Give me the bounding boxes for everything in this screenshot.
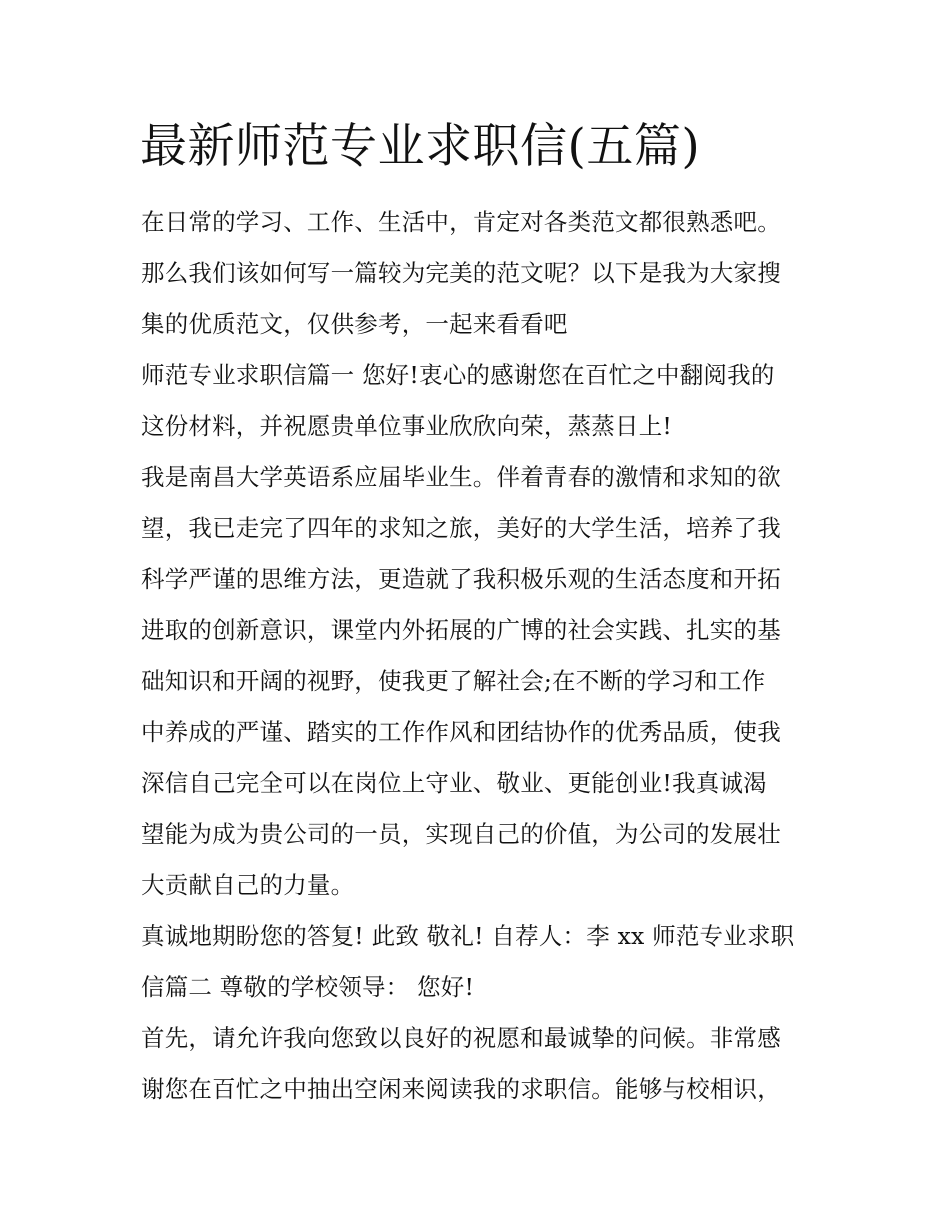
body-line: 深信自己完全可以在岗位上守业、敬业、更能创业!我真诚渴 [141,769,767,797]
body-line: 大贡献自己的力量。 [141,871,355,899]
body-line: 中养成的严谨、踏实的工作作风和团结协作的优秀品质，使我 [141,718,781,746]
body-line: 这份材料，并祝愿贵单位事业欣欣向荣，蒸蒸日上! [141,412,673,440]
body-line: 望，我已走完了四年的求知之旅，美好的大学生活，培养了我 [141,514,781,542]
body-line: 那么我们该如何写一篇较为完美的范文呢？以下是我为大家搜 [141,259,781,287]
body-line: 进取的创新意识，课堂内外拓展的广博的社会实践、扎实的基 [141,616,781,644]
body-line: 望能为成为贵公司的一员，实现自己的价值，为公司的发展壮 [141,820,781,848]
page-title: 最新师范专业求职信(五篇) [140,119,701,174]
body-line: 集的优质范文，仅供参考，一起来看看吧 [141,310,568,338]
body-line: 在日常的学习、工作、生活中，肯定对各类范文都很熟悉吧。 [141,208,781,236]
body-line: 我是南昌大学英语系应届毕业生。伴着青春的激情和求知的欲 [141,463,781,491]
body-line: 师范专业求职信篇一 您好!衷心的感谢您在百忙之中翻阅我的 [141,361,775,389]
body-line: 真诚地期盼您的答复! 此致 敬礼! 自荐人：李 xx 师范专业求职 [141,922,795,950]
body-line: 信篇二 尊敬的学校领导： 您好! [141,973,475,1001]
body-line: 础知识和开阔的视野，使我更了解社会;在不断的学习和工作 [141,667,766,695]
body-line: 科学严谨的思维方法，更造就了我积极乐观的生活态度和开拓 [141,565,781,593]
body-line: 谢您在百忙之中抽出空闲来阅读我的求职信。能够与校相识， [141,1075,781,1103]
body-line: 首先，请允许我向您致以良好的祝愿和最诚挚的问候。非常感 [141,1024,781,1052]
